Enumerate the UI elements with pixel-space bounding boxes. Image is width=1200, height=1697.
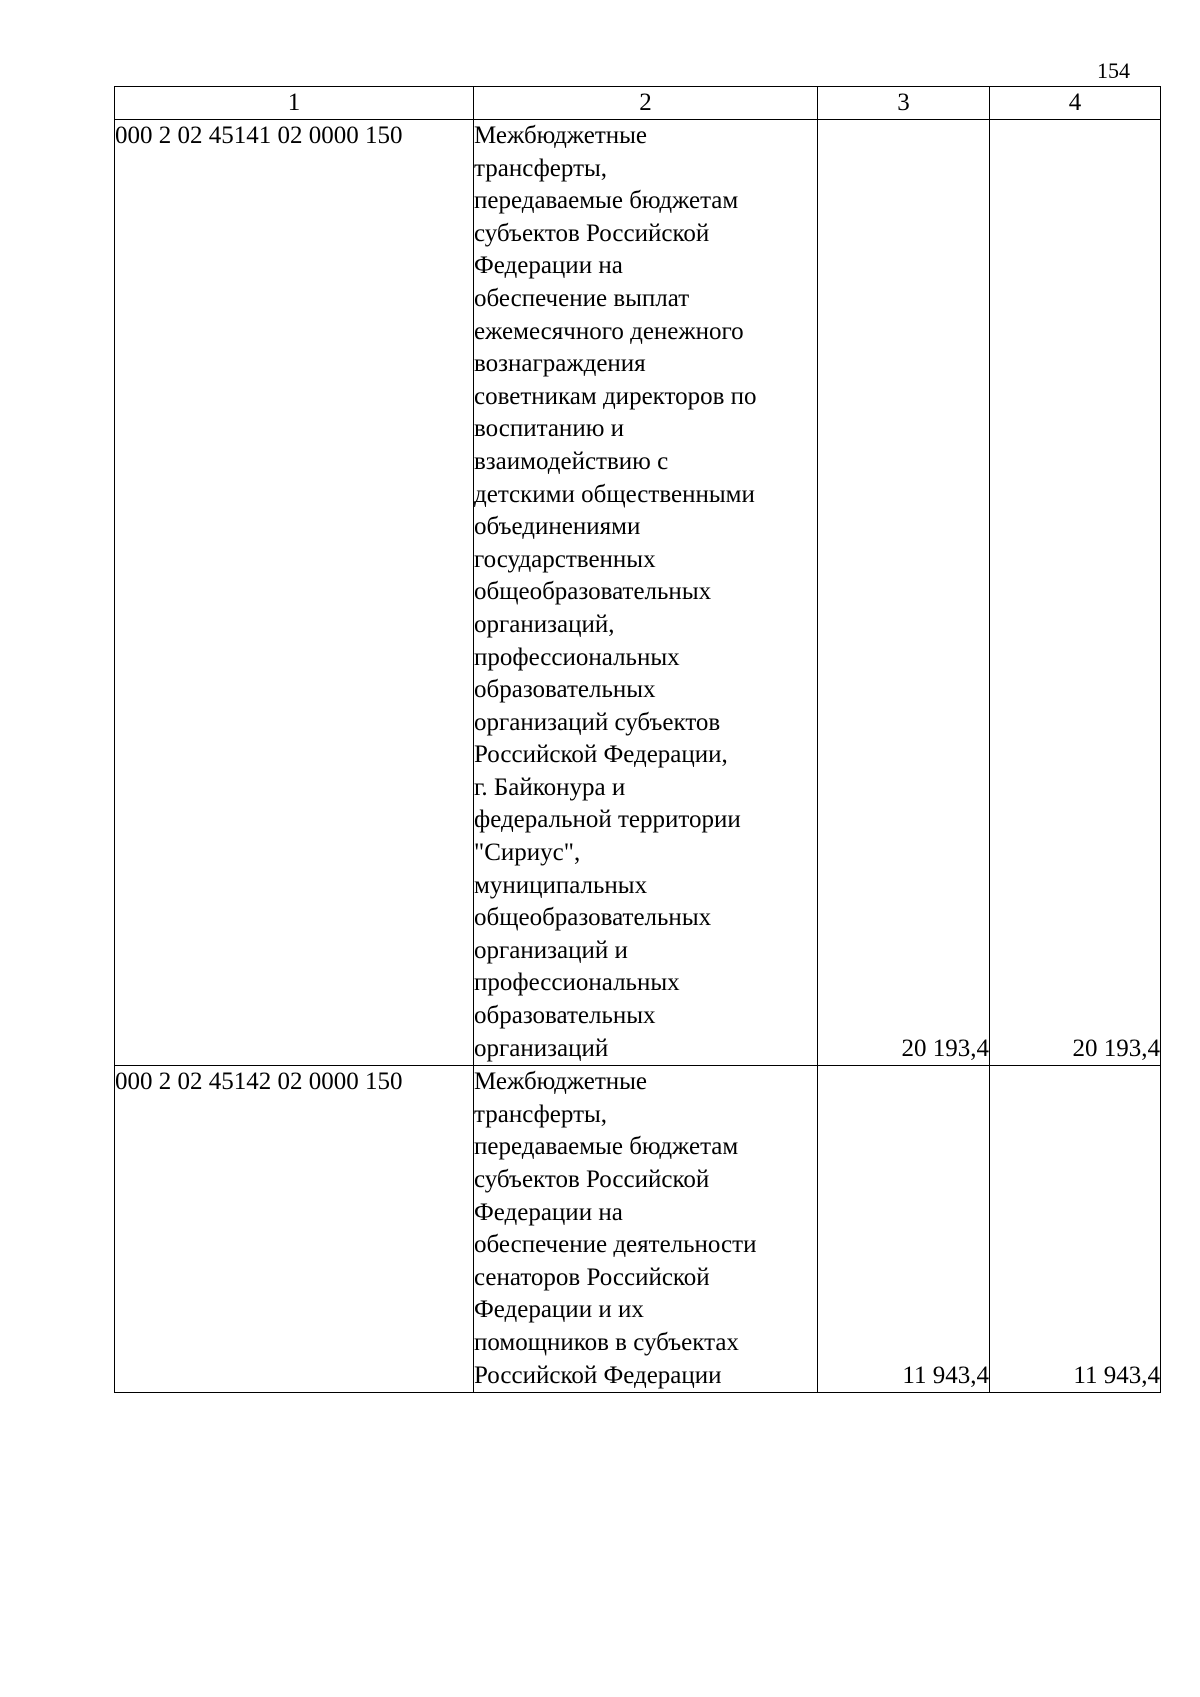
- description-line: организаций: [474, 1034, 609, 1062]
- description-line: образовательных: [474, 1002, 656, 1030]
- description-line: Российской Федерации,: [474, 741, 728, 769]
- table-row: [115, 120, 1161, 1066]
- description-line: муниципальных: [474, 871, 648, 899]
- description-line: объединениями: [474, 513, 641, 541]
- description-line: Федерации и их: [474, 1296, 644, 1324]
- description-cell: [474, 1066, 818, 1393]
- description-line: государственных: [474, 545, 656, 573]
- description-line: "Сириус",: [474, 839, 581, 867]
- description-line: г. Байконура и: [474, 773, 626, 801]
- description-line: трансферты,: [474, 154, 608, 182]
- description-line: субъектов Российской: [474, 1166, 710, 1193]
- description-line: Межбюджетные: [474, 122, 648, 149]
- page-number: 154: [1097, 58, 1130, 83]
- description-line: общеобразовательных: [474, 578, 712, 606]
- description-line: Межбюджетные: [474, 1068, 648, 1096]
- description-line: передаваемые бюджетам: [474, 1133, 739, 1161]
- table-header-row: [115, 87, 1161, 120]
- value-cell-col3: 20 193,4: [818, 120, 990, 1066]
- description-line: Российской Федерации: [474, 1361, 722, 1389]
- description-line: помощников в субъектах: [474, 1328, 739, 1356]
- value-cell-col3: 11 943,4: [818, 1066, 990, 1393]
- description-line: обеспечение выплат: [474, 284, 690, 312]
- budget-code-cell: 000 2 02 45142 02 0000 150: [115, 1066, 474, 1393]
- description-line: организаций и: [474, 936, 628, 964]
- description-line: профессиональных: [474, 643, 680, 671]
- description-line: организаций,: [474, 610, 615, 638]
- description-line: Федерации на: [474, 252, 623, 280]
- value-cell-col4: 11 943,4: [990, 1066, 1161, 1393]
- description-line: субъектов Российской: [474, 219, 710, 247]
- table-row: [115, 1066, 1161, 1393]
- budget-code-cell: 000 2 02 45141 02 0000 150: [115, 120, 474, 1066]
- description-line: обеспечение деятельности: [474, 1231, 757, 1259]
- description-line: взаимодействию с: [474, 447, 669, 475]
- description-line: трансферты,: [474, 1100, 608, 1128]
- description-line: советникам директоров по: [474, 382, 757, 410]
- description-line: организаций субъектов: [474, 708, 721, 736]
- description-line: воспитанию и: [474, 415, 624, 443]
- description-line: вознаграждения: [474, 350, 646, 378]
- description-line: федеральной территории: [474, 806, 741, 834]
- column-header-3: 3: [818, 87, 990, 120]
- description-line: профессиональных: [474, 969, 680, 997]
- column-header-1: 1: [115, 87, 474, 120]
- column-header-4: 4: [990, 87, 1161, 120]
- value-cell-col4: 20 193,4: [990, 120, 1161, 1066]
- description-line: общеобразовательных: [474, 904, 712, 932]
- description-line: Федерации на: [474, 1198, 623, 1226]
- description-line: передаваемые бюджетам: [474, 187, 739, 215]
- column-header-2: 2: [474, 87, 818, 120]
- description-line: сенаторов Российской: [474, 1263, 710, 1291]
- description-line: образовательных: [474, 676, 656, 704]
- description-line: ежемесячного денежного: [474, 317, 744, 345]
- budget-table: [114, 86, 1161, 1393]
- description-cell: [474, 120, 818, 1066]
- description-line: детскими общественными: [474, 480, 755, 508]
